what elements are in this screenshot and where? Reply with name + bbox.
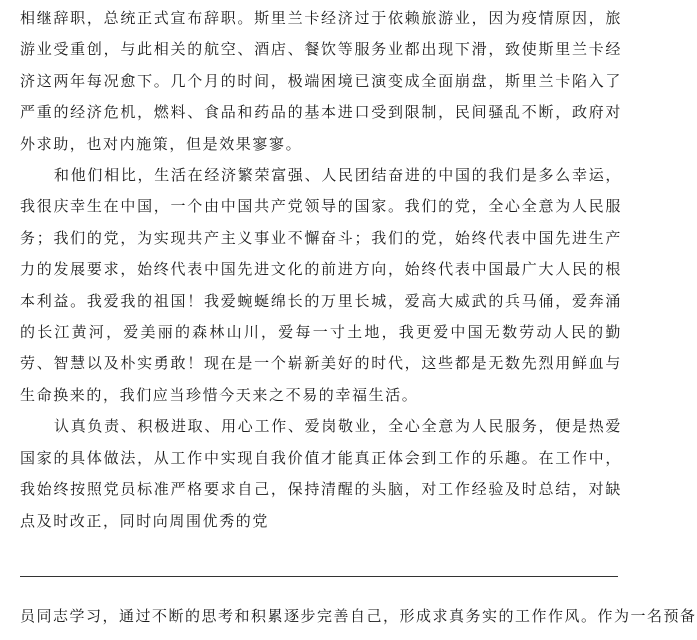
paragraph-work-attitude: 认真负责、积极进取、用心工作、爱岗敬业，全心全意为人民服务，便是热爱国家的具体做法，从工作中实现自我价值才能真正体会到工作的乐趣。在工作中，我始终按照党员标准严格要求自己，保持清醒的头脑，对工作经验及时总结，对缺点及时改正，同时向周围优秀的党 — [20, 417, 622, 530]
page-divider — [20, 576, 618, 577]
paragraph-china-comparison: 和他们相比，生活在经济繁荣富强、人民团结奋进的中国的我们是多么幸运，我很庆幸生在中国，一个由中国共产党领导的国家。我们的党，全心全意为人民服务；我们的党，为实现共产主义事业不懈奋斗；我们的党，始终代表中国先进生产力的发展要求，始终代表中国先进文化的前进方向，始终代表中国最广大人民的根本利益。我爱我的祖国！我爱蜿蜒绵长的万里长城，爱高大威武的兵马俑，爱奔涌的长江黄河，爱美丽的森林山川，爱每一寸土地，我更爱中国无数劳动人民的勤劳、智慧以及朴实勇敢！现在是一个崭新美好的时代，这些都是无数先烈用鲜血与生命换来的，我们应当珍惜今天来之不易的幸福生活。 — [20, 166, 622, 404]
paragraph-sri-lanka: 相继辞职，总统正式宣布辞职。斯里兰卡经济过于依赖旅游业，因为疫情原因，旅游业受重创，与此相关的航空、酒店、餐饮等服务业都出现下滑，致使斯里兰卡经济这两年每况愈下。几个月的时间，极端困境已演变成全面崩盘，斯里兰卡陷入了严重的经济危机，燃料、食品和药品的基本进口受到限制，民间骚乱不断，政府对外求助，也对内施策，但是效果寥寥。 — [20, 9, 622, 153]
next-page-continuation: 员同志学习，通过不断的思考和积累逐步完善自己，形成求真务实的工作作风。作为一名预备 — [20, 607, 697, 625]
body-text — [20, 3, 622, 537]
